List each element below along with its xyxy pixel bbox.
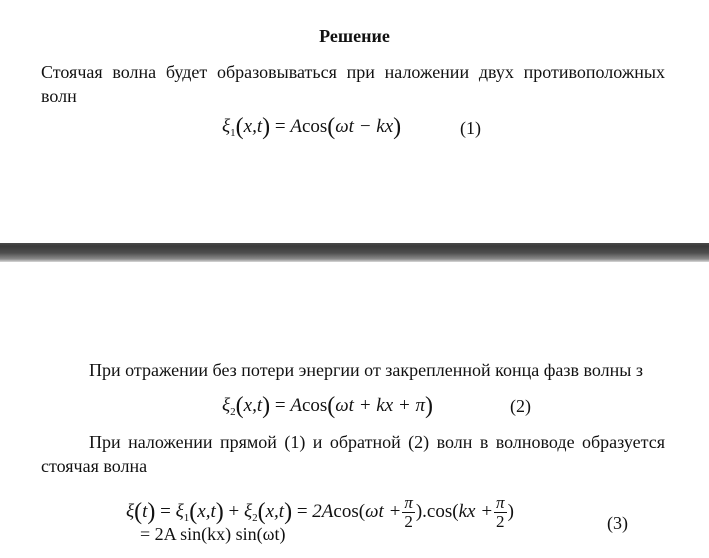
eq3-args-1: x,t bbox=[197, 500, 216, 522]
eq1-xi-subscript: 1 bbox=[230, 127, 236, 139]
eq2-amplitude: A bbox=[290, 395, 302, 416]
eq3-xi2: ξ bbox=[243, 500, 253, 522]
eq3-close-paren: ) bbox=[507, 500, 514, 522]
document-page-top bbox=[0, 0, 709, 243]
cut-off-formula-line bbox=[140, 524, 286, 544]
eq3-xi1: ξ bbox=[175, 500, 184, 522]
eq3-cos-2: ).cos( bbox=[415, 500, 459, 522]
equation-1-number: (1) bbox=[460, 118, 481, 138]
eq3-fraction-1-numerator: π bbox=[404, 493, 413, 512]
eq1-phase: ωt − kx bbox=[335, 116, 394, 137]
eq3-cos-1: cos bbox=[333, 500, 359, 522]
page-break-gap bbox=[0, 243, 709, 262]
eq3-xi1-subscript: 1 bbox=[183, 511, 190, 524]
eq3-fraction-1 bbox=[402, 494, 415, 531]
equation-3: $\xi(t) = \xi_1(x,t) + \xi_2(x,t) = 2Acos(\omega t$ + $\frac{\pi}{2}$ ).cos(kx + $\frac{\pi}{2}$ ) bbox=[126, 493, 514, 531]
solution-heading: Решение bbox=[319, 26, 390, 46]
eq1-args: x,t bbox=[243, 116, 263, 137]
eq3-fraction-1-denominator: 2 bbox=[404, 512, 413, 531]
equation-2-number: (2) bbox=[510, 396, 531, 416]
intro-paragraph bbox=[41, 60, 665, 108]
equation-3-number: (3) bbox=[607, 513, 628, 533]
eq3-coef: 2A bbox=[312, 500, 334, 522]
eq3-xi: ξ bbox=[126, 500, 135, 522]
equation-2: $\xi_2(x,t) = Acos(\omega t$ + kx + π) bbox=[222, 393, 433, 419]
eq2-xi-subscript: 2 bbox=[230, 406, 236, 418]
intro-paragraph-line-1: Стоячая волна будет образовываться при наложении двух противоположных bbox=[41, 62, 665, 82]
eq2-cos: cos bbox=[301, 395, 328, 416]
reflection-paragraph: При отражении без потери энергии от закрепленной конца фазв волны з bbox=[89, 360, 643, 380]
superposition-paragraph-line-2: стоячая волна bbox=[41, 456, 148, 476]
eq1-amplitude: A bbox=[290, 116, 302, 137]
cut-off-formula-text: = 2A sin(kx) sin(ωt) bbox=[140, 524, 286, 544]
eq2-args: x,t bbox=[243, 395, 263, 416]
eq3-fraction-2-denominator: 2 bbox=[496, 512, 505, 531]
eq1-cos: cos bbox=[301, 116, 328, 137]
equation-1: $\xi_1(x,t) = Acos(\omega t - kx)$ bbox=[222, 114, 402, 140]
eq2-xi-symbol: ξ bbox=[222, 395, 231, 416]
eq3-args-2: x,t bbox=[265, 500, 285, 522]
eq3-arg1: ωt + bbox=[365, 500, 402, 522]
eq3-t: t bbox=[142, 500, 148, 522]
eq3-xi2-subscript: 2 bbox=[252, 511, 258, 524]
eq3-arg2: kx + bbox=[458, 500, 494, 522]
eq3-fraction-2-numerator: π bbox=[496, 493, 505, 512]
superposition-paragraph-line-1: При наложении прямой (1) и обратной (2) волн в волноводе образуется bbox=[89, 432, 665, 452]
eq1-xi-symbol: ξ bbox=[222, 116, 231, 137]
superposition-paragraph bbox=[41, 430, 665, 478]
eq3-fraction-2 bbox=[494, 494, 507, 531]
eq2-phase: ωt + kx + π bbox=[335, 395, 425, 416]
intro-paragraph-line-2: волн bbox=[41, 86, 77, 106]
